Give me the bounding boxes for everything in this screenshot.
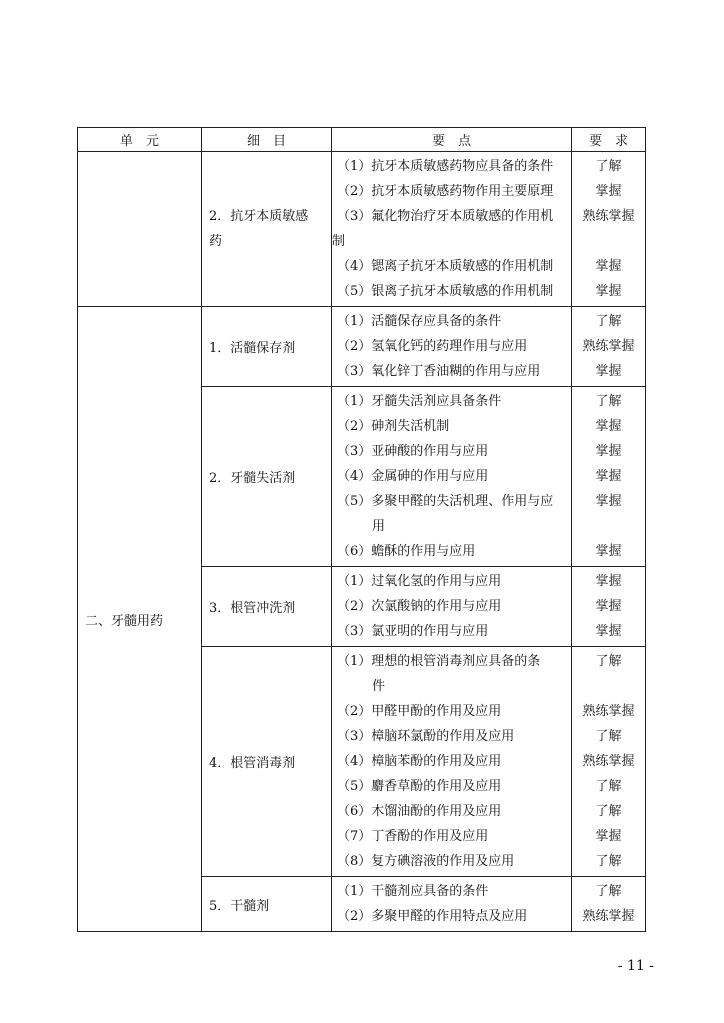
item-cell: 5．干髓剂	[202, 877, 332, 932]
item-cell: 1．活髓保存剂	[202, 307, 332, 387]
requirement-text: 了解	[595, 729, 622, 744]
item-label-line1: 2．抗牙本质敏感	[209, 209, 309, 224]
requirement-text: 了解	[595, 884, 622, 899]
requirement-text: 了解	[595, 394, 622, 409]
point-text: （4）锶离子抗牙本质敏感的作用机制	[337, 259, 554, 274]
point-text: 用	[372, 519, 386, 534]
requirement-cell	[572, 647, 646, 877]
point-text: （3）氧化锌丁香油糊的作用与应用	[337, 364, 541, 379]
point-text: （4）金属砷的作用与应用	[337, 469, 489, 484]
point-text: （1）抗牙本质敏感药物应具备的条件	[337, 159, 554, 174]
header-points: 要 点	[332, 128, 572, 152]
requirement-cell	[572, 567, 646, 647]
point-text: （8）复方碘溶液的作用及应用	[337, 854, 515, 869]
page-number: - 11 -	[617, 958, 654, 974]
requirement-text: 熟练掌握	[582, 339, 635, 354]
requirement-text: 掌握	[595, 469, 622, 484]
requirement-text: 掌握	[595, 364, 622, 379]
points-cell	[332, 647, 572, 877]
requirement-cell	[572, 877, 646, 932]
requirement-text: 熟练掌握	[582, 754, 635, 769]
point-text: （3）氯亚明的作用与应用	[337, 624, 489, 639]
points-cell	[332, 567, 572, 647]
requirement-text: 熟练掌握	[582, 704, 635, 719]
requirement-text: 了解	[595, 654, 622, 669]
item-cell: 4．根管消毒剂	[202, 647, 332, 877]
requirement-text: 掌握	[595, 284, 622, 299]
point-text: （1）过氧化氢的作用与应用	[337, 574, 502, 589]
point-text: （5）银离子抗牙本质敏感的作用机制	[337, 284, 554, 299]
point-text: （2）多聚甲醛的作用特点及应用	[337, 909, 528, 924]
syllabus-table	[77, 127, 646, 932]
points-cell	[332, 877, 572, 932]
requirement-text: 熟练掌握	[582, 209, 635, 224]
requirement-text: 掌握	[595, 544, 622, 559]
point-text: （2）抗牙本质敏感药物作用主要原理	[337, 184, 554, 199]
point-text: （3）樟脑环氯酚的作用及应用	[337, 729, 515, 744]
requirement-text: 掌握	[595, 419, 622, 434]
point-text: （4）樟脑苯酚的作用及应用	[337, 754, 502, 769]
point-text: （1）干髓剂应具备的条件	[337, 884, 489, 899]
requirement-text: 了解	[595, 854, 622, 869]
unit-cell	[78, 152, 202, 307]
requirement-cell	[572, 152, 646, 307]
requirement-text: 掌握	[595, 494, 622, 509]
point-text: （2）氢氧化钙的药理作用与应用	[337, 339, 528, 354]
point-text: （7）丁香酚的作用及应用	[337, 829, 489, 844]
requirement-text: 掌握	[595, 624, 622, 639]
header-unit: 单 元	[78, 128, 202, 152]
table-row	[78, 307, 646, 387]
point-text: （6）蟾酥的作用与应用	[337, 544, 476, 559]
point-text: （6）木馏油酚的作用及应用	[337, 804, 502, 819]
requirement-text: 了解	[595, 804, 622, 819]
item-label-line2: 药	[209, 234, 223, 249]
point-text: （3）亚砷酸的作用与应用	[337, 444, 489, 459]
requirement-text: 掌握	[595, 829, 622, 844]
point-text: （1）牙髓失活剂应具备条件	[337, 394, 502, 409]
header-requirement: 要 求	[572, 128, 646, 152]
points-cell	[332, 307, 572, 387]
requirement-text: 掌握	[595, 574, 622, 589]
points-cell	[332, 387, 572, 567]
requirement-text	[572, 514, 645, 539]
table-header-row	[78, 128, 646, 152]
point-text: （1）理想的根管消毒剂应具备的条	[337, 654, 541, 669]
requirement-text: 了解	[595, 159, 622, 174]
point-text: （1）活髓保存应具备的条件	[337, 314, 502, 329]
item-cell: 3．根管冲洗剂	[202, 567, 332, 647]
point-text: （5）多聚甲醛的失活机理、作用与应	[337, 494, 554, 509]
point-text: 件	[372, 679, 386, 694]
point-text: （2）砷剂失活机制	[337, 419, 450, 434]
point-text: （3）氟化物治疗牙本质敏感的作用机	[337, 209, 554, 224]
table-row	[78, 152, 646, 307]
point-text: 制	[332, 234, 346, 249]
requirement-text: 熟练掌握	[582, 909, 635, 924]
point-text: （2）甲醛甲酚的作用及应用	[337, 704, 502, 719]
requirement-cell	[572, 387, 646, 567]
requirement-cell	[572, 307, 646, 387]
requirement-text: 掌握	[595, 444, 622, 459]
header-item: 细 目	[202, 128, 332, 152]
requirement-text: 掌握	[595, 184, 622, 199]
point-text: （2）次氯酸钠的作用与应用	[337, 599, 502, 614]
requirement-text: 掌握	[595, 599, 622, 614]
point-text: （5）麝香草酚的作用及应用	[337, 779, 502, 794]
requirement-text: 了解	[595, 314, 622, 329]
requirement-text: 掌握	[595, 259, 622, 274]
requirement-text	[572, 229, 645, 254]
points-cell	[332, 152, 572, 307]
item-cell	[202, 152, 332, 307]
requirement-text: 了解	[595, 779, 622, 794]
requirement-text	[572, 674, 645, 699]
item-cell: 2．牙髓失活剂	[202, 387, 332, 567]
unit-cell: 二、牙髓用药	[78, 307, 202, 932]
